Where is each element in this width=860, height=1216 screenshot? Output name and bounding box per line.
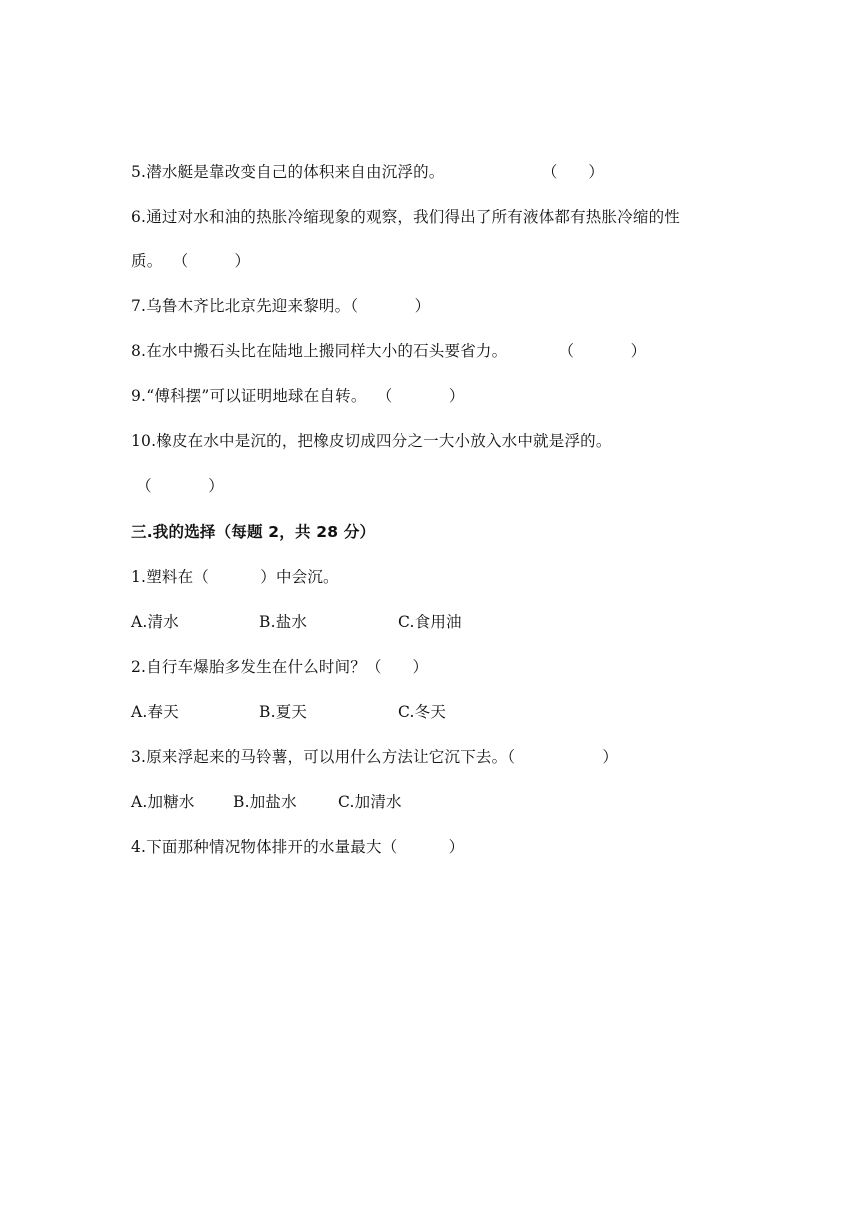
choice-question-1: 1.塑料在（ ）中会沉。 <box>131 568 339 586</box>
choice-3-option-a: A.加糖水 <box>131 793 195 811</box>
choice-2-option-c: C.冬天 <box>398 703 447 721</box>
question-9: 9.“傅科摆”可以证明地球在自转。 （ ） <box>131 387 465 405</box>
question-10-line-1: 10.橡皮在水中是沉的，把橡皮切成四分之一大小放入水中就是浮的。 <box>131 432 612 450</box>
choice-3-option-c: C.加清水 <box>338 793 402 811</box>
question-6-line-1: 6.通过对水和油的热胀冷缩现象的观察，我们得出了所有液体都有热胀冷缩的性 <box>131 208 680 226</box>
question-8: 8.在水中搬石头比在陆地上搬同样大小的石头要省力。 （ ） <box>131 342 647 360</box>
choice-question-3: 3.原来浮起来的马铃薯，可以用什么方法让它沉下去。（ ） <box>131 748 619 766</box>
question-6-line-2: 质。 （ ） <box>131 252 251 270</box>
question-10-line-2: （ ） <box>131 477 224 495</box>
choice-1-option-a: A.清水 <box>131 613 179 631</box>
question-7: 7.乌鲁木齐比北京先迎来黎明。（ ） <box>131 297 431 315</box>
choice-2-option-b: B.夏天 <box>259 703 308 721</box>
choice-3-option-b: B.加盐水 <box>233 793 297 811</box>
choice-2-option-a: A.春天 <box>131 703 179 721</box>
choice-question-2: 2.自行车爆胎多发生在什么时间？（ ） <box>131 658 429 676</box>
choice-question-4: 4.下面那种情况物体排开的水量最大（ ） <box>131 838 465 856</box>
choice-1-option-c: C.食用油 <box>398 613 462 631</box>
choice-1-option-b: B.盐水 <box>259 613 308 631</box>
section-3-heading: 三.我的选择（每题 2，共 28 分） <box>131 523 376 541</box>
question-5: 5.潜水艇是靠改变自己的体积来自由沉浮的。 （ ） <box>131 163 605 181</box>
